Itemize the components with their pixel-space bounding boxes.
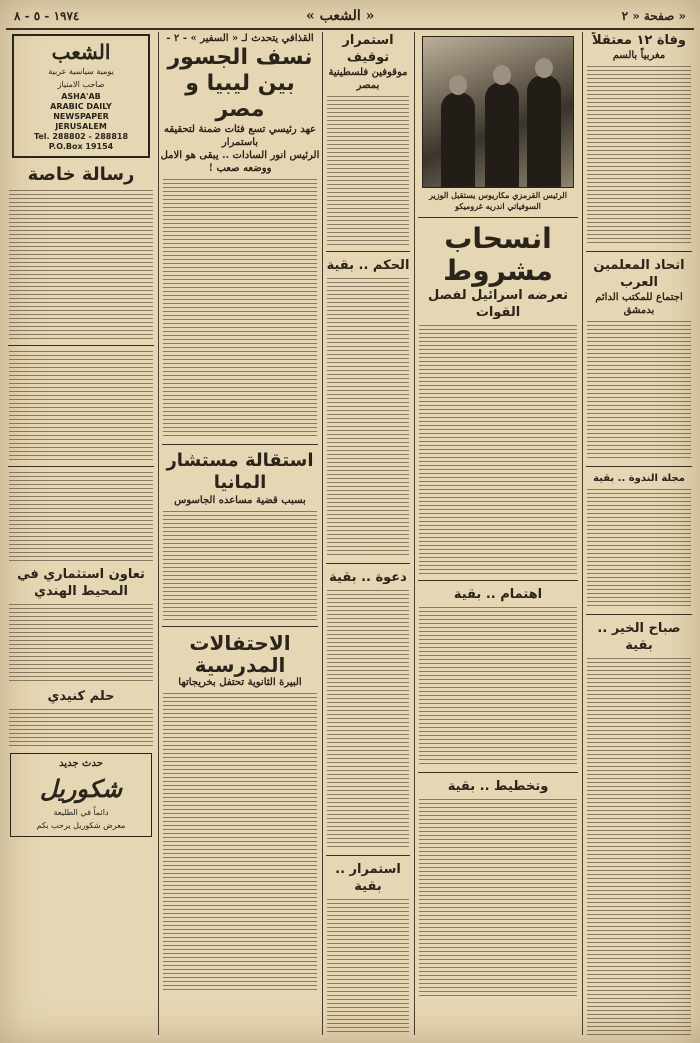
article-text: [9, 472, 153, 562]
column-left: [6, 32, 156, 1035]
story-deck: بسبب قضية مساعده الجاسوس: [174, 495, 306, 506]
story-headline: استمرار .. بقية: [335, 862, 401, 894]
ad-brand: شكوريل: [39, 774, 123, 803]
special-letter-title: رسالة خاصة: [27, 164, 135, 185]
story-headline: وفاة ١٢ معتقلاً: [591, 33, 686, 48]
article-text: [9, 351, 153, 461]
ad-line: دائماً في الطليعة: [53, 808, 109, 817]
headline-deck-2: الرئيس انور السادات .. يبقى هو الامل ووضعه صعب !: [160, 150, 320, 174]
story-headline: الحكم .. بقية: [326, 258, 410, 273]
page-number: صفحة « ٢ »: [621, 9, 686, 23]
story-deck: اجتماع للمكتب الدائم بدمشق: [595, 292, 683, 316]
section-head: حلم كنيدي: [47, 689, 115, 704]
article-text: [587, 321, 691, 461]
story-deck: مغربياً بالسم: [612, 50, 666, 61]
headline-deck: تعرضه اسرائيل لفصل القوات: [427, 288, 569, 320]
news-photo: [422, 36, 574, 188]
ad-head: حدث جديد: [59, 758, 103, 769]
english-line: ARABIC DAILY: [50, 102, 112, 111]
article-text: [9, 604, 153, 684]
story-headline: استمرار توقيف: [342, 33, 394, 65]
english-name: ASHA'AB: [61, 92, 101, 101]
story-headline: الاحتفالات المدرسية: [189, 631, 291, 677]
article-text: [587, 658, 691, 1035]
story-headline: استقالة مستشار المانيا: [166, 450, 314, 493]
story-headline: مجلة الندوة .. بقية: [593, 473, 685, 484]
article-text: [9, 709, 153, 749]
ad-line: معرض شكوريل يرحب بكم: [36, 821, 126, 830]
story-headline: اهتمام .. بقية: [453, 587, 543, 602]
article-text: [327, 96, 409, 246]
article-text: [9, 190, 153, 340]
po-box: P.O.Box 19154: [48, 142, 114, 151]
article-text: [419, 607, 577, 767]
story-kicker: القذافي يتحدث لـ « السفير » - ٢ -: [166, 33, 314, 44]
paper-logo-box: [12, 34, 150, 158]
section-head: تعاون استثماري في المحيط الهندي: [17, 567, 145, 599]
article-text: [587, 66, 691, 246]
logo-line: يومية سياسية عربية: [48, 67, 114, 76]
column-3: [324, 32, 412, 1035]
masthead: [6, 6, 694, 30]
english-line: JERUSALEM: [55, 122, 107, 131]
story-headline: دعوة .. بقية: [329, 570, 407, 585]
article-text: [163, 179, 317, 439]
article-text: [587, 489, 691, 609]
story-deck: موقوفين فلسطينية بمصر: [328, 67, 408, 91]
headline-deck: عهد رئيسي تسع فئات ضمنة لتحقيقه باستمرار: [163, 124, 317, 148]
advertisement: [10, 753, 152, 837]
column-right: [584, 32, 694, 1035]
photo-caption: الرئيس القرمزي مكاريوس يستقبل الوزير السوفياتي اندريه غروميكو: [429, 190, 567, 211]
headline: انسحاب مشروط: [443, 222, 553, 287]
phone-line: Tel. 288802 - 288818: [33, 132, 129, 141]
article-text: [163, 511, 317, 621]
story-headline: وتخطيط .. بقية: [447, 779, 549, 794]
article-text: [419, 799, 577, 999]
article-text: [327, 899, 409, 1035]
article-text: [419, 325, 577, 575]
logo-line: صاحب الامتياز: [57, 80, 105, 89]
english-line: NEWSPAPER: [53, 112, 109, 121]
column-2: [160, 32, 320, 1035]
paper-name: « الشعب »: [306, 8, 375, 24]
column-4: [416, 32, 580, 1035]
story-headline: اتحاد المعلمين العرب: [593, 258, 685, 290]
article-text: [163, 693, 317, 993]
main-headline: نسف الجسور بين ليبيا و مصر: [167, 45, 313, 122]
issue-date: ١٩٧٤ - ٥ - ٨: [14, 9, 80, 23]
logo-brand: الشعب: [51, 40, 111, 64]
story-deck: البيرة الثانوية تحتفل بخريجاتها: [178, 677, 302, 688]
article-text: [327, 590, 409, 850]
article-text: [327, 278, 409, 558]
story-headline: صباح الخير .. بقية: [597, 621, 681, 653]
